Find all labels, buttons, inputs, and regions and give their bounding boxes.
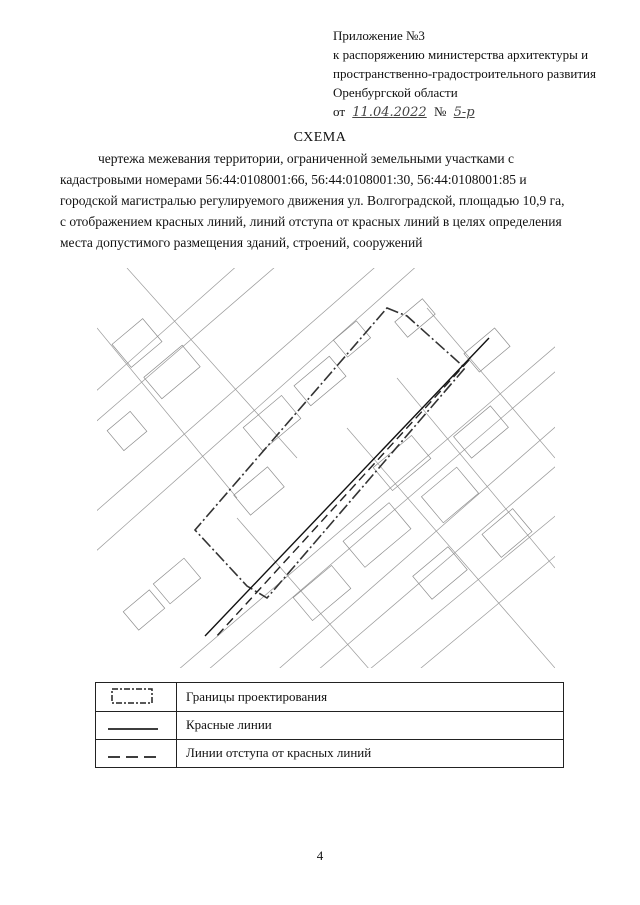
legend-label: Линии отступа от красных линий: [186, 745, 372, 760]
legend-label: Красные линии: [186, 717, 272, 732]
design-boundary: [195, 308, 465, 598]
legend-label: Границы проектирования: [186, 689, 328, 704]
legend-symbol-boundary: [96, 683, 177, 711]
background-streets: [97, 268, 555, 668]
description-line: чертежа межевания территории, ограниченной земельными участками с: [98, 151, 515, 166]
cadastral-map: [97, 268, 555, 668]
legend-symbol-setback: [96, 739, 177, 767]
appendix-number: Приложение №3: [333, 28, 425, 43]
description-line: с отображением красных линий, линий отступа от красных линий в целях определения: [60, 214, 562, 229]
appendix-header: [333, 26, 633, 122]
order-number: 5-р: [453, 105, 475, 120]
description-line: места допустимого размещения зданий, строений, сооружений: [60, 235, 423, 250]
appendix-region: Оренбургской области: [333, 85, 458, 100]
dashed-line-icon: [96, 739, 176, 767]
number-prefix: №: [433, 104, 447, 119]
solid-line-icon: [96, 711, 176, 739]
order-date: 11.04.2022: [352, 105, 427, 120]
document-description: [60, 148, 602, 253]
legend-row-red-line: [96, 711, 563, 740]
appendix-ministry: пространственно-градостроительного развития: [333, 66, 596, 81]
legend-row-setback: [96, 739, 563, 767]
description-line: кадастровыми номерами 56:44:0108001:66, 56:44:0108001:30, 56:44:0108001:85 и: [60, 172, 527, 187]
description-line: городской магистралью регулируемого движения ул. Волгоградской, площадью 10,9 га,: [60, 193, 565, 208]
appendix-order-ref: к распоряжению министерства архитектуры и: [333, 47, 589, 62]
legend-symbol-red-line: [96, 711, 177, 739]
setback-line: [215, 360, 469, 638]
appendix-date-line: [333, 102, 633, 122]
building-blocks: [107, 299, 532, 630]
map-legend: [95, 682, 564, 768]
page-number: 4: [316, 848, 324, 863]
dash-dot-rectangle-icon: [96, 683, 176, 711]
date-prefix: от: [333, 104, 346, 119]
legend-row-boundary: [96, 683, 563, 712]
document-title: СХЕМА: [293, 130, 347, 145]
